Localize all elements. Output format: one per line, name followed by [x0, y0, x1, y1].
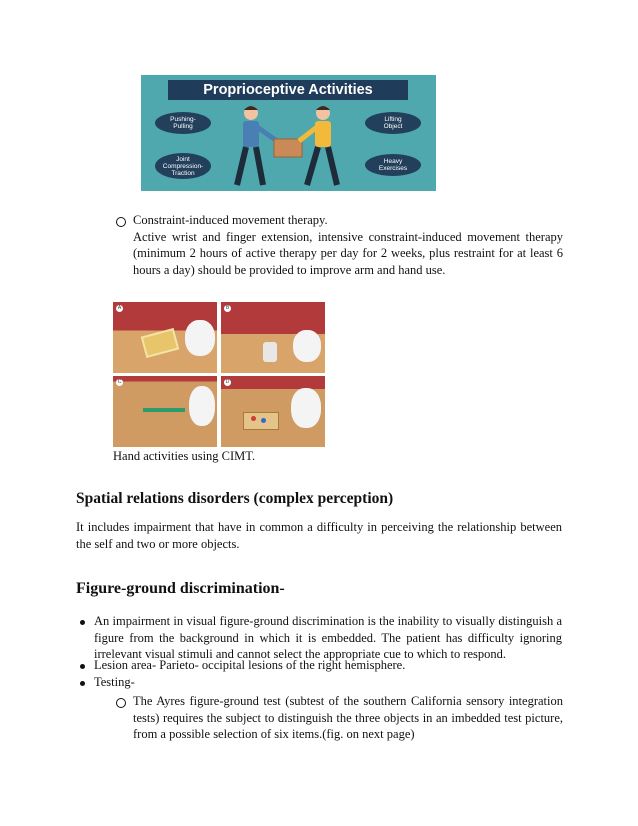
infographic-title: Proprioceptive Activities	[168, 80, 408, 100]
cimt-item-body: Active wrist and finger extension, intensive constraint-induced movement therapy (minimum 2 hours of active therapy per day for 2 weeks, plus restraint for at least 6 hours a day) should be provided to improve arm and hand use.	[133, 229, 563, 277]
circle-bullet-icon	[116, 698, 126, 708]
cimt-photo-a	[113, 302, 217, 373]
ayres-test-item: The Ayres figure-ground test (subtest of the southern California sensory integration tests) requires the subject to distinguish the three objects in an imbedded test picture, from a possible selection of six items.(fig. on next page)	[133, 694, 563, 741]
circle-bullet-icon	[116, 217, 126, 227]
cimt-photo-grid	[113, 302, 325, 447]
cimt-photo-b	[221, 302, 325, 373]
spatial-relations-body: It includes impairment that have in common a difficulty in perceiving the relationship between the self and two or more objects.	[76, 520, 562, 551]
cimt-item	[133, 212, 563, 278]
two-people-lifting-box-illustration	[211, 101, 361, 191]
spatial-relations-heading: Spatial relations disorders (complex perception)	[76, 490, 394, 507]
cimt-item-title: Constraint-induced movement therapy.	[133, 213, 328, 227]
lifting-object-label: Lifting Object	[365, 112, 421, 134]
bullet-icon	[80, 681, 85, 686]
proprioceptive-activities-infographic	[141, 75, 436, 191]
figure-ground-bullet-3: Testing-	[94, 675, 135, 689]
photo-tag-c: C	[117, 379, 122, 385]
heavy-exercises-label: Heavy Exercises	[365, 154, 421, 176]
cimt-photo-caption: Hand activities using CIMT.	[113, 449, 256, 463]
photo-tag-a: A	[117, 305, 122, 311]
bullet-icon	[80, 620, 85, 625]
photo-tag-b: B	[225, 305, 230, 311]
joint-compression-label: Joint Compression- Traction	[155, 153, 211, 179]
figure-ground-bullet-2: Lesion area- Parieto- occipital lesions of the right hemisphere.	[94, 658, 406, 672]
cimt-photo-d	[221, 376, 325, 447]
figure-ground-heading: Figure-ground discrimination-	[76, 580, 285, 597]
photo-tag-d: D	[225, 379, 230, 385]
pushing-pulling-label: Pushing- Pulling	[155, 112, 211, 134]
cimt-photo-c	[113, 376, 217, 447]
bullet-icon	[80, 664, 85, 669]
figure-ground-bullet-1: An impairment in visual figure-ground discrimination is the inability to visually distinguish a figure from the background in which it is embedded. The patient has difficulty ignoring irrelevant visual stimuli and cannot select the appropriate cue to which to respond.	[94, 614, 562, 661]
